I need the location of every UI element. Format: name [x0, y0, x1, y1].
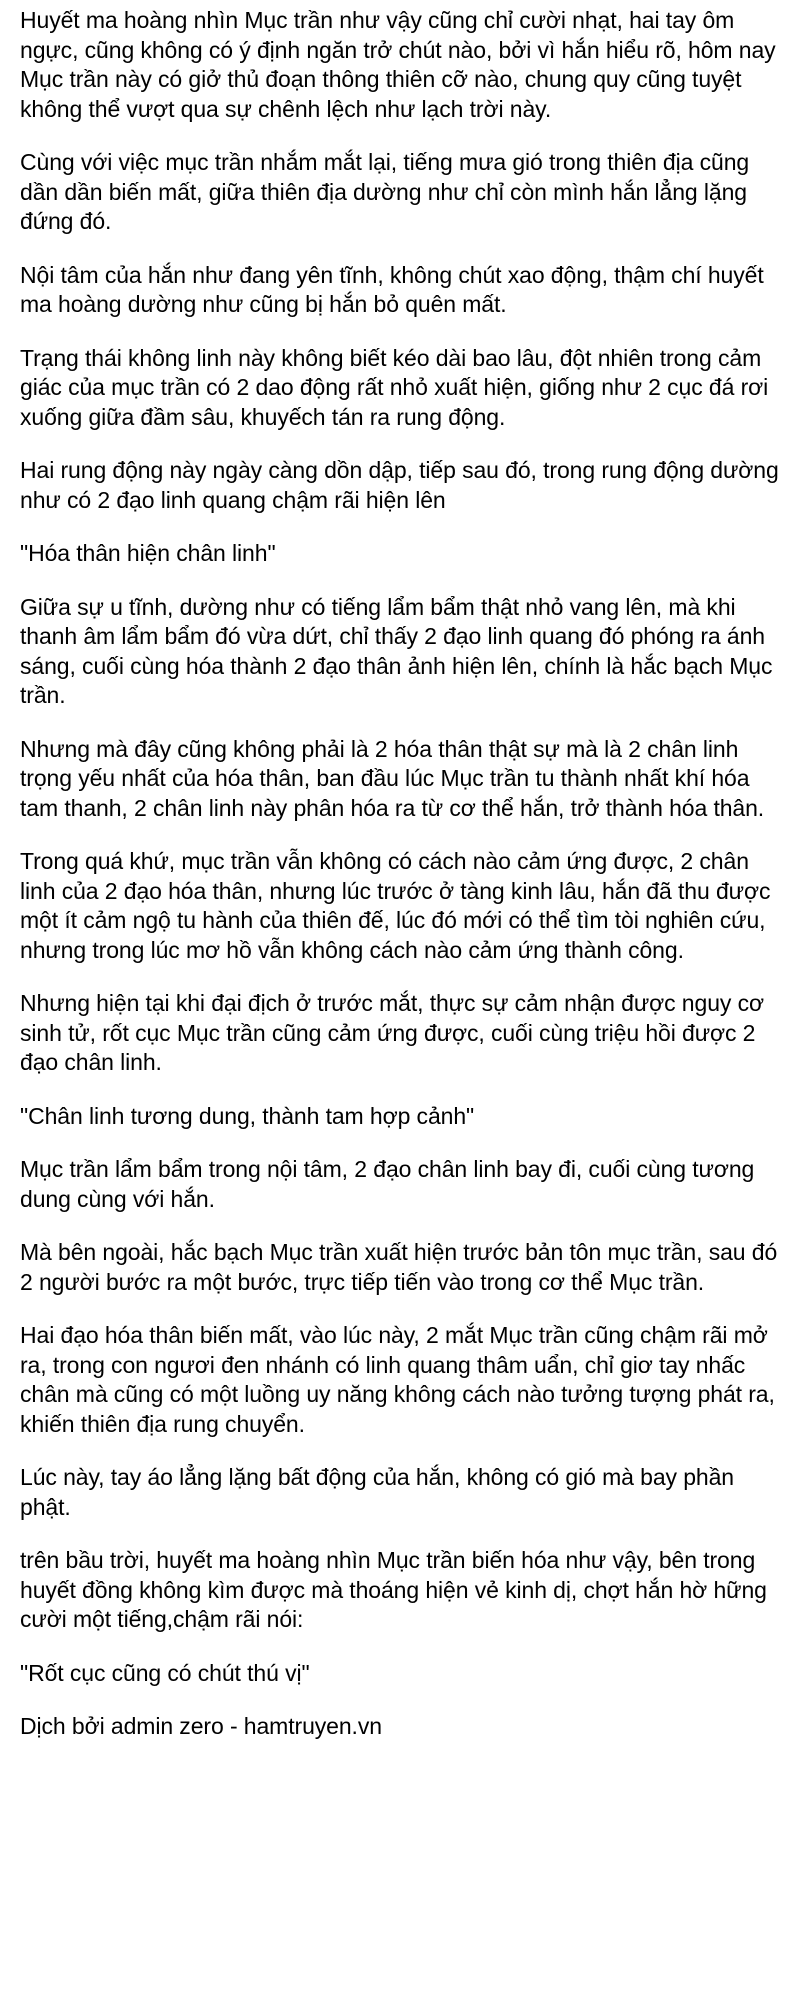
paragraph: Lúc này, tay áo lẳng lặng bất động của hắn, không có gió mà bay phần phật. [20, 1464, 734, 1520]
paragraph: Hai đạo hóa thân biến mất, vào lúc này, 2 mắt Mục trần cũng chậm rãi mở ra, trong con ngươi đen nhánh có linh quang thâm uẩn, chỉ giơ tay nhấc chân mà cũng có một luồng uy năng không cách nào tưởng tượng phát ra, khiến thiên địa rung chuyển. [20, 1322, 775, 1437]
paragraph: Cùng với việc mục trần nhắm mắt lại, tiếng mưa gió trong thiên địa cũng dần dần biến mất, giữa thiên địa dường như chỉ còn mình hắn lẳng lặng đứng đó. [20, 149, 750, 234]
paragraph: Huyết ma hoàng nhìn Mục trần như vậy cũng chỉ cười nhạt, hai tay ôm ngực, cũng không có ý định ngăn trở chút nào, bởi vì hắn hiểu rõ, hôm nay Mục trần này có giở thủ đoạn thông thiên cỡ nào, chung quy cũng tuyệt không thể vượt qua sự chênh lệch như lạch trời này. [20, 7, 776, 122]
paragraph: Trạng thái không linh này không biết kéo dài bao lâu, đột nhiên trong cảm giác của mục trần có 2 dao động rất nhỏ xuất hiện, giống như 2 cục đá rơi xuống giữa đầm sâu, khuyếch tán ra rung động. [20, 344, 769, 430]
translator-credit: Dịch bởi admin zero - hamtruyen.vn [20, 1713, 382, 1739]
paragraph: Hai rung động này ngày càng dồn dập, tiếp sau đó, trong rung động dường như có 2 đạo linh quang chậm rãi hiện lên [20, 457, 779, 513]
paragraph: Mục trần lẩm bẩm trong nội tâm, 2 đạo chân linh bay đi, cuối cùng tương dung cùng với hắn. [20, 1156, 755, 1212]
paragraph: Giữa sự u tĩnh, dường như có tiếng lẩm bẩm thật nhỏ vang lên, mà khi thanh âm lẩm bẩm đó vừa dứt, chỉ thấy 2 đạo linh quang đó phóng ra ánh sáng, cuối cùng hóa thành 2 đạo thân ảnh hiện lên, chính là hắc bạch Mục trần. [20, 593, 773, 708]
paragraph: Trong quá khứ, mục trần vẫn không có cách nào cảm ứng được, 2 chân linh của 2 đạo hóa thân, nhưng lúc trước ở tàng kinh lâu, hắn đã thu được một ít cảm ngộ tu hành của thiên đế, lúc đó mới có thể tìm tòi nghiên cứu, nhưng trong lúc mơ hồ vẫn không cách nào cảm ứng thành công. [20, 848, 771, 963]
quote-line: "Hóa thân hiện chân linh" [20, 540, 276, 566]
paragraph: trên bầu trời, huyết ma hoàng nhìn Mục trần biến hóa như vậy, bên trong huyết đồng không kìm được mà thoáng hiện vẻ kinh dị, chợt hắn hờ hững cười một tiếng,chậm rãi nói: [20, 1547, 767, 1632]
paragraph: Nhưng mà đây cũng không phải là 2 hóa thân thật sự mà là 2 chân linh trọng yếu nhất của hóa thân, ban đầu lúc Mục trần tu thành nhất khí hóa tam thanh, 2 chân linh này phân hóa ra từ cơ thể hắn, trở thành hóa thân. [20, 735, 765, 821]
quote-line: "Chân linh tương dung, thành tam hợp cảnh" [20, 1102, 475, 1129]
quote-line: "Rốt cục cũng có chút thú vị" [20, 1659, 310, 1686]
paragraph: Nội tâm của hắn như đang yên tĩnh, không chút xao động, thậm chí huyết ma hoàng dường như cũng bị hắn bỏ quên mất. [20, 261, 764, 317]
paragraph: Nhưng hiện tại khi đại địch ở trước mắt, thực sự cảm nhận được nguy cơ sinh tử, rốt cục Mục trần cũng cảm ứng được, cuối cùng triệu hồi được 2 đạo chân linh. [20, 990, 764, 1075]
paragraph: Mà bên ngoài, hắc bạch Mục trần xuất hiện trước bản tôn mục trần, sau đó 2 người bước ra một bước, trực tiếp tiến vào trong cơ thể Mục trần. [20, 1239, 778, 1295]
